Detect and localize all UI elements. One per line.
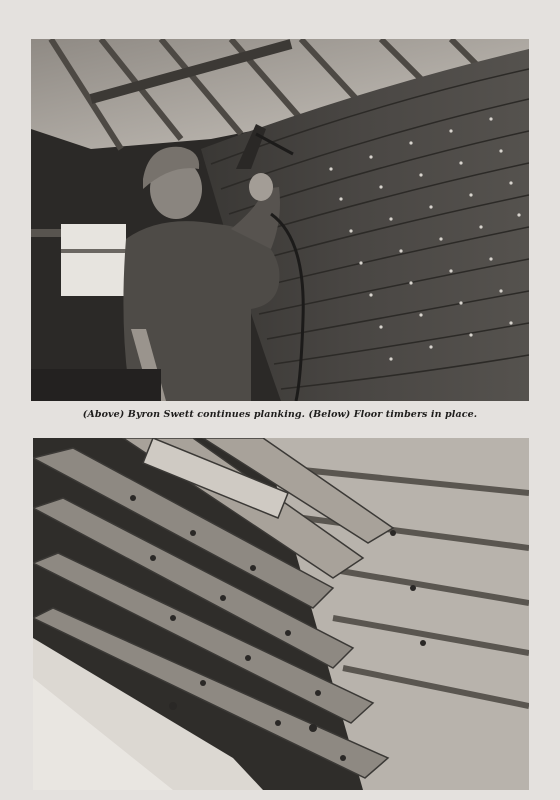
photo-planking	[31, 39, 529, 401]
photo-planking-image	[31, 39, 529, 401]
photo-floor-timbers-image	[33, 438, 529, 790]
photo-caption: (Above) Byron Swett continues planking. (Below) Floor timbers in place.	[82, 409, 478, 420]
photo-floor-timbers	[33, 438, 529, 790]
